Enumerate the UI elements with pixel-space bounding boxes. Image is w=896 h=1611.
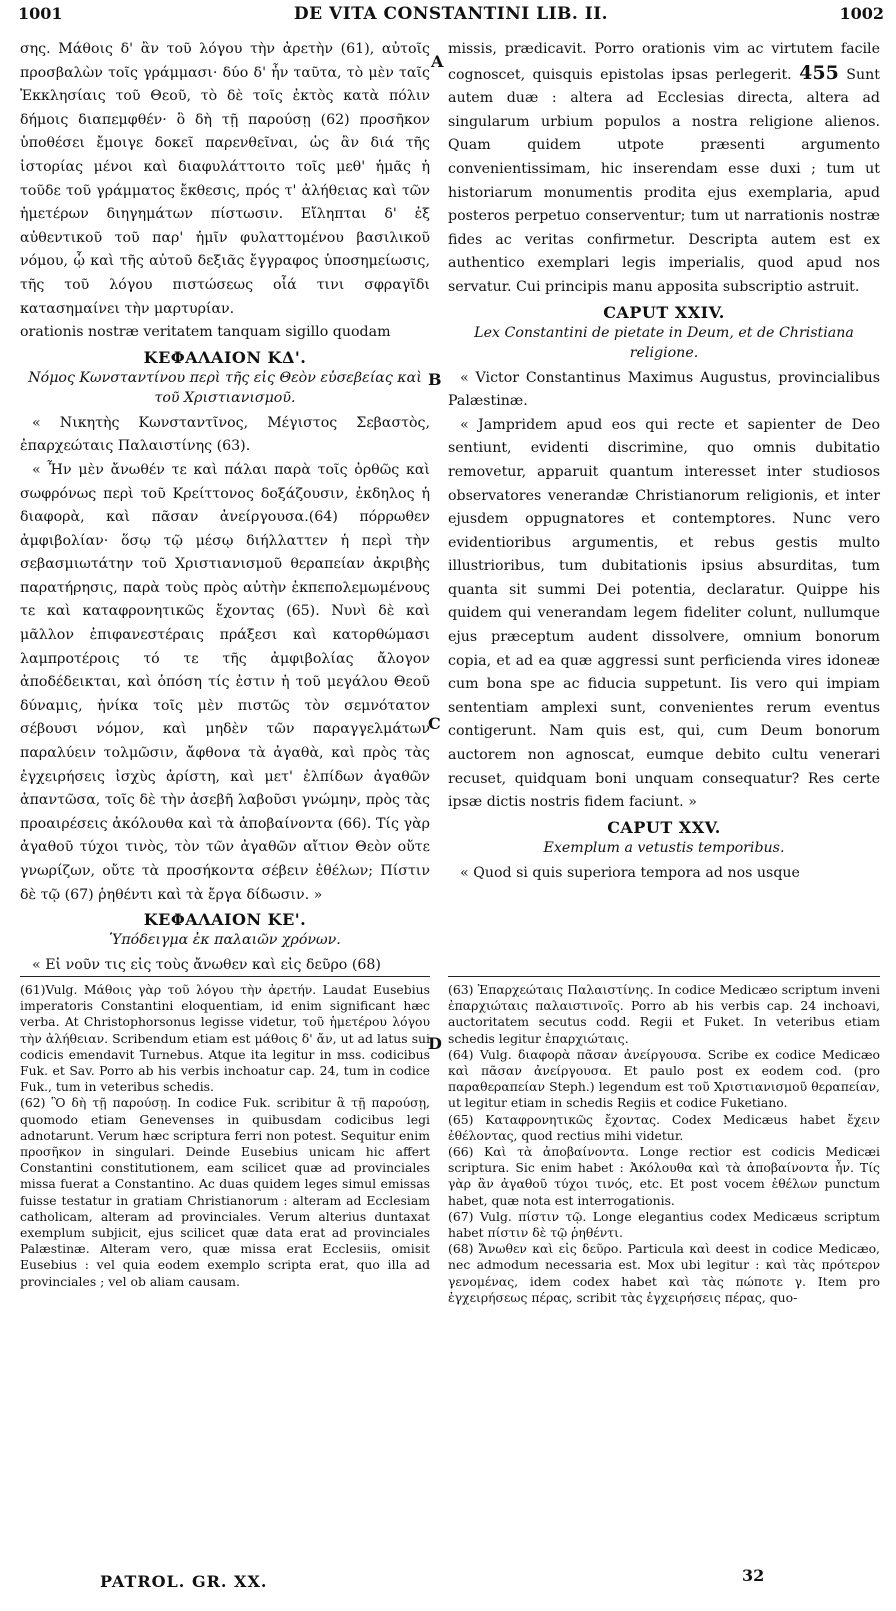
margin-letter-b: B [428, 370, 442, 389]
chapter-title-24-latin: Lex Constantini de pietate in Deum, et de Christiana religione. [474, 324, 854, 361]
footnote-67: (67) Vulg. πίστιν τῷ. Longe elegantius codex Medicæus scriptum habet πίστιν δὲ τῷ ῥηθέντι. [448, 1208, 880, 1241]
latin-law-text: « Jampridem apud eos qui recte et sapienter de Deo sentiunt, evidenti discrimine, quo omnis dubitatio removetur, apparuit quantum interesset inter studiosos observatores venerandæ Christianorum religionis, et inter ejusdem oppugnatores et contemptores. Nunc vero evidentioribus argumentis, et rebus gestis multo illustrioribus, tum dubitationis ipsius absurditas, tum quanta sit summi Dei potentia, declaratur. Quippe his quidem qui venerandam legem fideliter colunt, nullumque ejus præceptum audent dissolvere, omnium bonorum copia, et ad ea quæ aggressi sunt perficienda vires idoneæ cum bona spe ac fiducia suppetunt. Iis vero qui impiam sententiam amplexi sunt, convenientes rerum eventus contigerunt. Nam quis est, qui, cum Deum bonorum auctorem non agnoscat, eumque debito cultu venerari recuset, quidquam boni unquam consequatur? Res certe ipsæ dictis nostris fidem faciunt. » [448, 416, 880, 811]
footer-signature: PATROL. GR. XX. [100, 1572, 268, 1591]
page-number-left: 1001 [18, 4, 63, 23]
margin-letter-d: D [428, 1034, 442, 1053]
latin-intro [448, 38, 880, 300]
running-title: DE VITA CONSTANTINI LIB. II. [293, 4, 609, 24]
chapter-heading-24-greek: ΚΕΦΑΛΑΙΟΝ ΚΔ'. [143, 347, 307, 367]
footnote-61: (61)Vulg. Μάθοις γὰρ τοῦ λόγου τὴν ἀρετήν. Laudat Eusebius imperatoris Constantini eloquentiam, id enim significant hæc verba. At Christophorsonus legisse videtur, τοῦ ἡμετέρου λόγου τὴν ἀλήθειαν. Scribendum etiam est μάθοις δ' ἄν, ut ad latus sui codicis emendavit Turnebus. Atque ita legitur in mss. codicibus Fuk. et Sav. Porro ab his verbis inchoatur cap. 24, tum in codice Fuk., tum in veteribus schedis. [20, 982, 430, 1095]
chapter-title-25-latin: Exemplum a vetustis temporibus. [543, 839, 785, 856]
footnote-62: (62) Ὃ δὴ τῇ παρούσῃ. In codice Fuk. scribitur ἃ τῇ παρούσῃ, quomodo etiam Genevenses in quibusdam codicibus legi adnotarunt. Verum hæc scriptura ferri non potest. Sequitur enim προσῆκον in singulari. Deinde Eusebius unicam hic affert Constantini constitutionem, eam scilicet quæ ad provinciales missa fuerat a Constantino. Ac duas quidem leges simul emissas fuisse testatur in gratiam Christianorum : alteram ad Ecclesiam catholicam, alteram ad provinciales. Verum alterius duntaxat exemplum subjicit, ejus scilicet quæ data erat ad provinciales Palæstinæ. Alteram vero, quæ missa erat Ecclesiis, omisit Eusebius : vel quia eodem exemplo scripta erat, quo illa ad provinciales ; vel ob aliam causam. [20, 1095, 430, 1289]
latin-intro-part2: Sunt autem duæ : altera ad Ecclesias directa, altera ad singularum urbium populos a nostra religione alienos. Quam quidem utpote præsenti argumento convenientissimam, hic inserendam esse duxi ; tum ut historiarum monumentis prodita ejus exemplaria, apud posteros perpetuo conserventur; tum ut narrationis nostræ fides ac veritas confirmetur. Descripta autem est ex authentico exemplari legis imperialis, quod apud nos servatur. Cui principis manu apposita subscriptio astruit. [448, 66, 880, 295]
greek-column [20, 38, 430, 978]
greek-intro: σης. Μάθοις δ' ἂν τοῦ λόγου τὴν ἀρετὴν (61), αὐτοῖς προσβαλὼν τοῖς γράμμασι· δύο δ' ἦν ταῦτα, τὸ μὲν ταῖς Ἐκκλησίαις τοῦ Θεοῦ, τὸ δὲ τοῖς ἐκτὸς κατὰ πόλιν δήμοις διαπεμφθέν· ὃ δὴ τῇ παρούσῃ (62) προσῆκον ὑποθέσει ἔμοιγε δοκεῖ παρενθεῖναι, ὡς ἂν διά τῆς ἱστορίας μένοι καὶ διαφυλάττοιτο τοῖς μεθ' ἡμᾶς ἡ τοῦδε τοῦ γράμματος ἔκθεσις, πρός τ' ἀλήθειας καὶ τῶν ἡμετέρων διηγημάτων πίστωσιν. Εἴληπται δ' ἐξ αὐθεντικοῦ τοῦ παρ' ἡμῖν φυλαττομένου βασιλικοῦ νόμου, ᾧ καὶ τῆς αὐτοῦ δεξιᾶς ἔγγραφος ὑποσημείωσις, τῆς τοῦ λόγου πιστώσεως οἷά τινι σφραγῖδι κατασημαίνει τὴν μαρτυρίαν. [20, 41, 430, 317]
footnotes-right [448, 982, 880, 1306]
greek-ch25-start: « Εἰ νοῦν τις εἰς τοὺς ἄνωθεν καὶ εἰς δεῦρο (68) [32, 957, 381, 974]
page-number-right: 1002 [839, 4, 884, 23]
footnote-rule-left [20, 976, 430, 977]
chapter-title-25-greek: Ὑπόδειγμα ἐκ παλαιῶν χρόνων. [109, 932, 341, 949]
footnote-64: (64) Vulg. διαφορὰ πᾶσαν ἀνείργουσα. Scribe ex codice Medicæo καὶ πᾶσαν ἀνείργουσα. Et paulo post ex eodem cod. (pro παραθεραπείαν Steph.) legendum est τοῦ Χριστιανισμοῦ θεραπείαν, ut legitur etiam in schedis Regiis et codice Fuketiano. [448, 1046, 880, 1111]
column-number-455: 455 [799, 61, 839, 84]
greek-salutation: « Νικητὴς Κωνσταντῖνος, Μέγιστος Σεβαστὸς, ἐπαρχεώταις Παλαιστίνης (63). [20, 414, 430, 455]
footnote-68: (68) Ἄνωθεν καὶ εἰς δεῦρο. Particula καὶ deest in codice Medicæo, nec admodum necessaria est. Mox ubi legitur : καὶ τὰς πρότερον γενομένας, idem codex habet καὶ τὰς πώποτε γ. Item pro ἐγχειρήσεως πέρας, scribit τὰς ἐγχειρήσεις πέρας, quo- [448, 1241, 880, 1305]
margin-letter-c: C [428, 714, 441, 733]
latin-ch25-start: « Quod si quis superiora tempora ad nos usque [460, 864, 800, 881]
chapter-heading-25-latin: CAPUT XXV. [607, 817, 721, 837]
greek-law-text: « Ἦν μὲν ἄνωθέν τε καὶ πάλαι παρὰ τοῖς ὀρθῶς καὶ σωφρόνως περὶ τοῦ Κρείττονος δοξάζουσιν, ἐκδηλος ἡ διαφορὰ, καὶ πᾶσαν ἀνείργουσα.(64) πόρρωθεν ἀμφιβολίαν· ὅσῳ τῷ μέσῳ διήλλαττεν ἡ περὶ τὴν σεβασμιωτάτην τοῦ Χριστιανισμοῦ θεραπείαν ἀκριβὴς παρατήρησις, παρὰ τοὺς πρὸς αὐτὴν ἐκπεπολεμωμένους τε καὶ καταφρονητικῶς ἔχοντας (65). Νυνὶ δὲ καὶ μᾶλλον ἐπιφανεστέραις πράξεσι καὶ κατορθώμασι λαμπροτέροις τό τε τῆς ἀμφιβολίας ἄλογον ἀποδέδεικται, καὶ ὁπόση τίς ἐστιν ἡ τοῦ μεγάλου Θεοῦ δύναμις, ἡνίκα τοῖς μὲν πιστῶς τὸν σεμνότατον σέβουσι νόμον, καὶ μηδὲν τῶν παραγγελμάτων παραλύειν τολμῶσιν, ἄφθονα τὰ ἀγαθὰ, καὶ πρὸς τὰς ἐγχειρήσεις ἰσχὺς ἀρίστη, καὶ μετ' ἐλπίδων ἀγαθῶν ἀπαντῶσα, τοῖς δὲ τὴν ἀσεβῆ λαβοῦσι γνώμην, πρὸς τὰς προαιρέσεις ἀκόλουθα καὶ τὰ ἀποβαίνοντα (66). Τίς γὰρ ἀγαθοῦ τύχοι τινὸς, τὸν τῶν ἀγαθῶν αἴτιον Θεὸν οὔτε γνωρίζων, οὔτε τὰ προσήκοντα σέβειν ἐθέλων; Πίστιν δὲ τῷ (67) ῥηθέντι καὶ τὰ ἔργα δίδωσιν. » [20, 461, 430, 903]
chapter-title-24-greek: Νόμος Κωνσταντίνου περὶ τῆς εἰς Θεὸν εὐσεβείας καὶ τοῦ Χριστιανισμοῦ. [28, 369, 422, 406]
running-header [18, 4, 884, 30]
footer-sheet-number: 32 [742, 1566, 765, 1585]
footnote-65: (65) Καταφρονητικῶς ἔχοντας. Codex Medicæus habet ἔχειν ἐθέλοντας, quod rectius mihi videtur. [448, 1111, 880, 1143]
chapter-heading-24-latin: CAPUT XXIV. [603, 302, 725, 322]
latin-carryover-line: orationis nostræ veritatem tanquam sigillo quodam [20, 324, 391, 341]
footnote-rule-right [448, 976, 880, 977]
latin-salutation: « Victor Constantinus Maximus Augustus, provincialibus Palæstinæ. [448, 369, 880, 410]
margin-letter-a: A [431, 52, 444, 71]
latin-intro-part1: missis, prædicavit. Porro orationis vim ac virtutem facile cognoscet, quisquis epistolas ipsas perlegerit. [448, 41, 880, 83]
latin-column [448, 38, 880, 885]
footnotes-left [20, 982, 430, 1290]
chapter-heading-25-greek: ΚΕΦΑΛΑΙΟΝ ΚΕ'. [143, 910, 307, 930]
footnote-63: (63) Ἐπαρχεώταις Παλαιστίνης. In codice Medicæo scriptum inveni ἐπαρχιώταις παλαιστινοῖς. Porro ab his verbis cap. 24 inchoavi, auctoritatem secutus codd. Regii et Fuket. In veteribus etiam schedis legitur ἐπαρχιώταις. [448, 982, 880, 1046]
footnote-66: (66) Καὶ τὰ ἀποβαίνοντα. Longe rectior est codicis Medicæi scriptura. Sic enim habet : Ἀκόλουθα καὶ τὰ ἀποβαίνοντα ἦν. Τίς γὰρ ἂν ἀγαθοῦ τύχοι τινός, etc. Et post vocem ἐθέλων punctum habet, quæ nota est interrogationis. [448, 1144, 880, 1208]
